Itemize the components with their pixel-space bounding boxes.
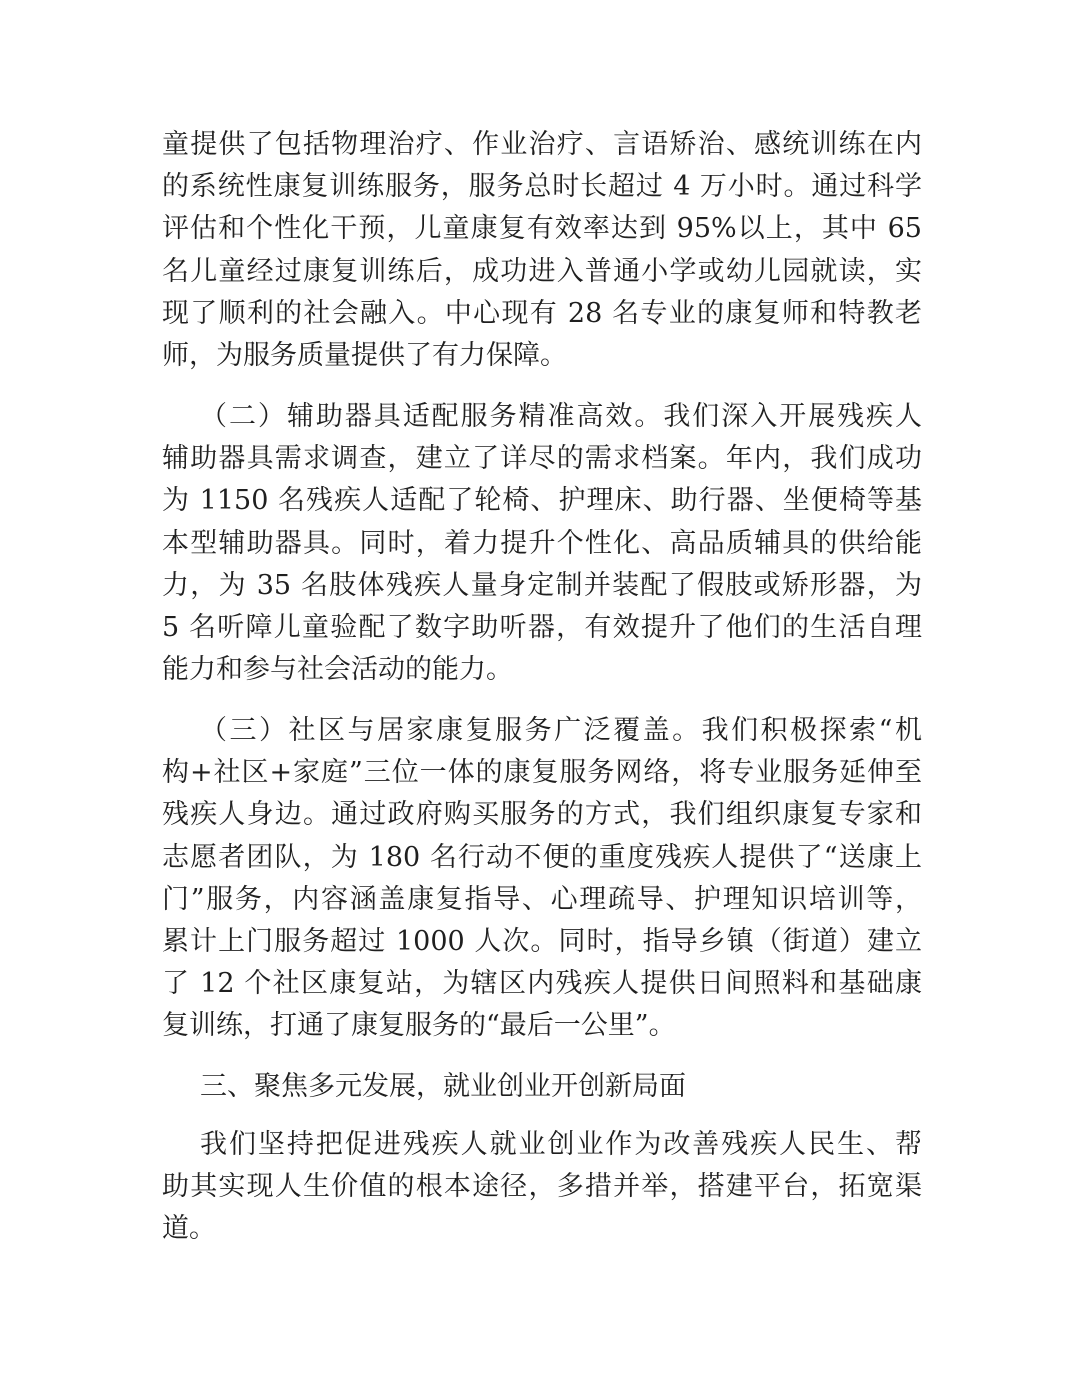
text-line: 志愿者团队，为 180 名行动不便的重度残疾人提供了“送康上 <box>162 841 922 873</box>
text-line: 复训练，打通了康复服务的“最后一公里”。 <box>162 1010 676 1042</box>
text-line: （二）辅助器具适配服务精准高效。我们深入开展残疾人 <box>200 401 922 432</box>
text-line: 5 名听障儿童验配了数字助听器，有效提升了他们的生活自理 <box>162 611 922 643</box>
text-line: 能力和参与社会活动的能力。 <box>162 654 513 686</box>
text-line: 构+社区+家庭”三位一体的康复服务网络，将专业服务延伸至 <box>162 757 922 789</box>
text-line: 残疾人身边。通过政府购买服务的方式，我们组织康复专家和 <box>162 799 922 831</box>
text-line: 评估和个性化干预，儿童康复有效率达到 95%以上，其中 65 <box>162 213 922 245</box>
paragraph-assistive-devices <box>162 396 922 691</box>
text-line: 辅助器具需求调查，建立了详尽的需求档案。年内，我们成功 <box>162 443 922 475</box>
text-line: 道。 <box>162 1213 216 1245</box>
text-line: 为 1150 名残疾人适配了轮椅、护理床、助行器、坐便椅等基 <box>162 485 922 517</box>
section-heading: 三、聚焦多元发展，就业创业开创新局面 <box>200 1071 686 1102</box>
text-line: 的系统性康复训练服务，服务总时长超过 4 万小时。通过科学 <box>162 171 922 203</box>
text-line: 累计上门服务超过 1000 人次。同时，指导乡镇（街道）建立 <box>162 925 922 957</box>
text-line: 童提供了包括物理治疗、作业治疗、言语矫治、感统训练在内 <box>162 129 922 160</box>
text-line: 本型辅助器具。同时，着力提升个性化、高品质辅具的供给能 <box>162 527 922 559</box>
text-line: 门”服务，内容涵盖康复指导、心理疏导、护理知识培训等， <box>162 883 922 915</box>
text-line: （三）社区与居家康复服务广泛覆盖。我们积极探索“机 <box>200 715 922 746</box>
paragraph-children-rehab <box>162 124 922 377</box>
text-line: 名儿童经过康复训练后，成功进入普通小学或幼儿园就读，实 <box>162 255 922 287</box>
text-line: 了 12 个社区康复站，为辖区内残疾人提供日间照料和基础康 <box>162 968 922 1000</box>
paragraph-community-rehab <box>162 710 922 1048</box>
text-line: 我们坚持把促进残疾人就业创业作为改善残疾人民生、帮 <box>200 1129 922 1160</box>
text-line: 助其实现人生价值的根本途径，多措并举，搭建平台，拓宽渠 <box>162 1171 922 1203</box>
paragraph-employment-intro <box>162 1124 922 1251</box>
text-line: 师，为服务质量提供了有力保障。 <box>162 339 567 371</box>
text-line: 力，为 35 名肢体残疾人量身定制并装配了假肢或矫形器，为 <box>162 569 922 601</box>
text-line: 现了顺利的社会融入。中心现有 28 名专业的康复师和特教老 <box>162 297 922 329</box>
